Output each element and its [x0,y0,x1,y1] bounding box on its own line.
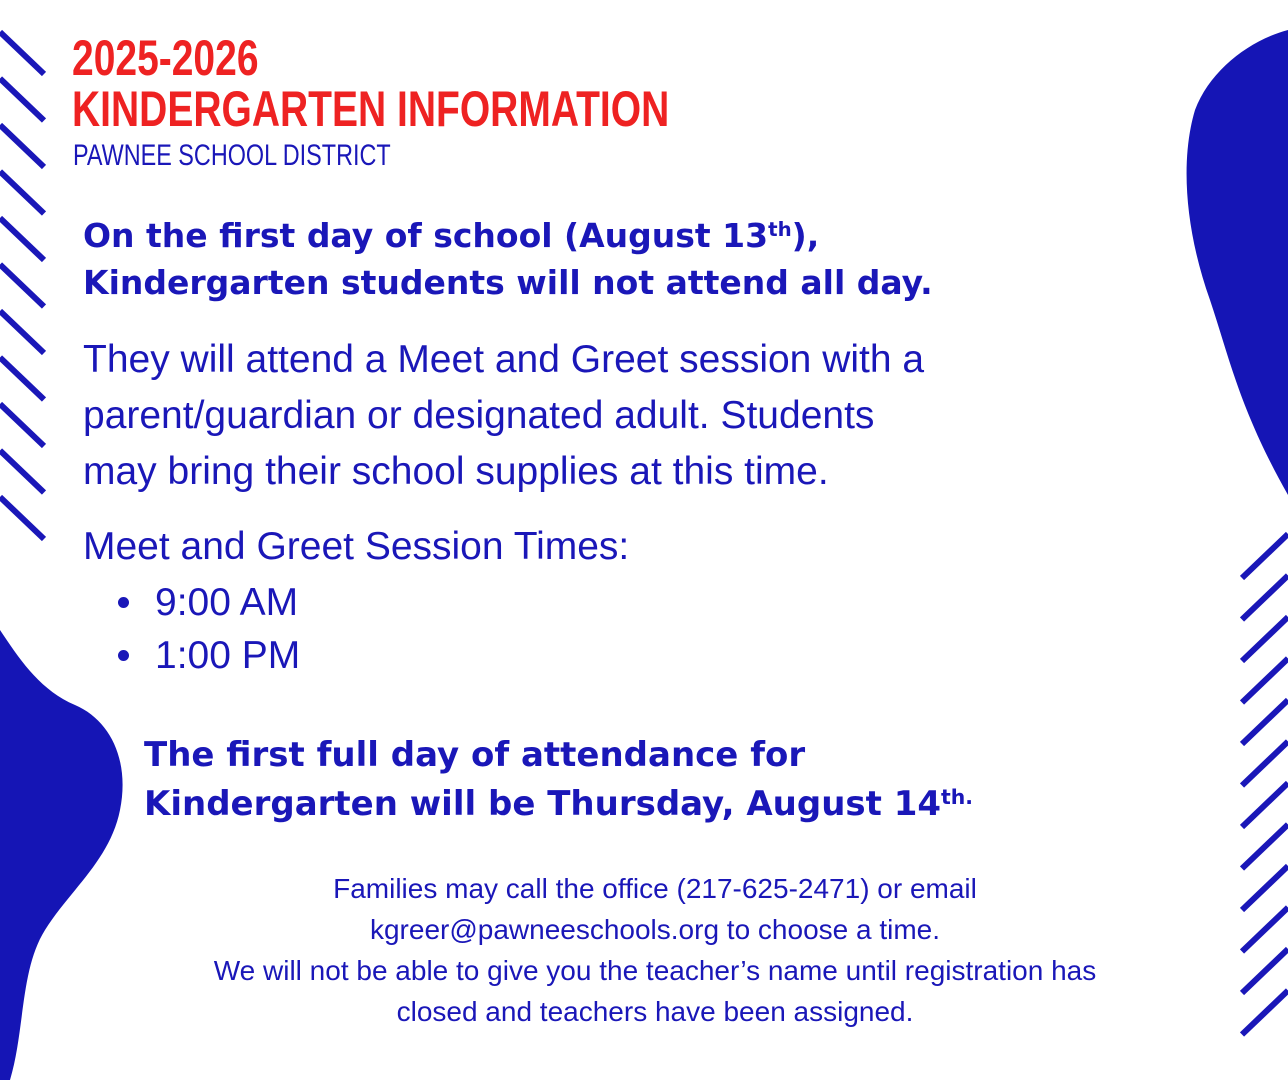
stripe [0,172,44,214]
stripe [1242,659,1288,703]
session-times-list [118,576,300,682]
stripe [0,497,44,539]
first-day-suffix: th [768,218,792,242]
stripe [0,451,44,493]
stripe [1242,825,1288,869]
first-full-day-notice [144,731,973,829]
title-year: 2025-2026 [72,30,259,86]
stripe [1242,783,1288,827]
first-day-notice-line2: Kindergarten students will not attend all day. [83,263,933,302]
bullet-icon [118,597,129,608]
session-times-heading: Meet and Greet Session Times: [83,525,630,568]
full-day-line1: The first full day of attendance for [144,735,806,775]
stripe [1242,534,1288,578]
stripe [1242,949,1288,993]
session-time: 1:00 PM [155,634,301,677]
stripe [1242,742,1288,786]
contact-info [100,868,1210,1032]
stripe [0,265,44,307]
stripe [1242,617,1288,661]
contact-line1: Families may call the office (217-625-2471) or email [333,873,977,904]
right-stripes [1242,534,1288,1035]
stripe [1242,700,1288,744]
stripe [1242,866,1288,910]
contact-line2: kgreer@pawneeschools.org to choose a time. [369,914,941,945]
full-day-line2 [144,780,973,829]
contact-line3: We will not be able to give you the teacher’s name until registration has [213,955,1097,986]
stripe [0,358,44,400]
stripe [1242,991,1288,1035]
district-name: PAWNEE SCHOOL DISTRICT [73,139,391,172]
stripe [1242,576,1288,620]
list-item [118,629,300,682]
stripe [0,125,44,167]
first-day-notice-line1 [83,212,933,259]
stripe [0,32,44,74]
first-day-notice [83,212,933,306]
description-line1: They will attend a Meet and Greet session with a [83,338,925,381]
left-stripes [0,32,44,539]
stripe [0,218,44,260]
meet-greet-description [83,332,924,500]
first-day-text-end: ), [791,216,820,255]
top-right-blob [1187,30,1288,495]
stripe [0,404,44,446]
bullet-icon [118,650,129,661]
stripe [1242,908,1288,952]
stripe [0,311,44,353]
page-title: KINDERGARTEN INFORMATION [72,81,670,137]
full-day-text: Kindergarten will be Thursday, August 14 [144,784,942,824]
list-item [118,576,300,629]
description-line3: may bring their school supplies at this time. [83,450,829,493]
session-time: 9:00 AM [155,581,299,624]
contact-line4: closed and teachers have been assigned. [396,996,914,1027]
first-day-text: On the first day of school (August 13 [83,216,769,255]
full-day-suffix: th. [941,784,974,809]
description-line2: parent/guardian or designated adult. Students [83,394,875,437]
stripe [0,79,44,121]
